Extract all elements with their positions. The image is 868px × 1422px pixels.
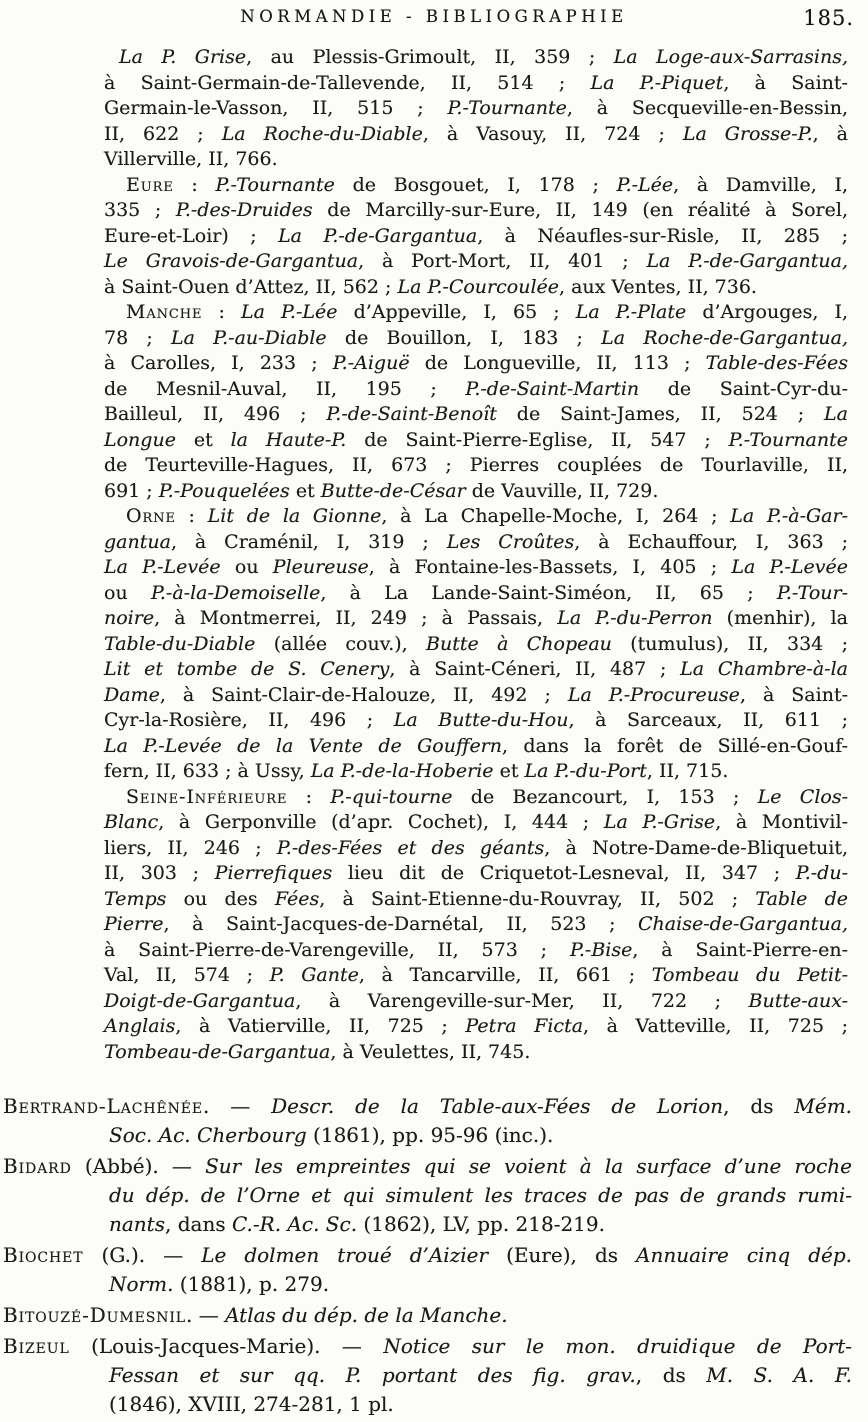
index-line bbox=[104, 1014, 848, 1040]
index-line bbox=[104, 504, 848, 530]
index-line bbox=[104, 759, 848, 785]
bibliography-entry-bidard bbox=[3, 1152, 852, 1239]
body-text: , à Sarceaux, II, 611 ; bbox=[568, 709, 848, 731]
department-paragraph-continuation bbox=[104, 45, 848, 173]
index-line bbox=[104, 326, 848, 352]
monument-title: La P.-du-Port bbox=[524, 760, 647, 782]
body-text: Eure-et-Loir) ; bbox=[104, 224, 279, 247]
body-text: : bbox=[175, 505, 208, 527]
bibliography-line bbox=[3, 1181, 852, 1210]
body-text: , ds bbox=[635, 1363, 707, 1387]
department-paragraph-orne bbox=[104, 504, 848, 785]
monument-title: Chaise-de-Gargantua, bbox=[638, 913, 848, 935]
monument-title: P.-de-Saint-Benoît bbox=[326, 403, 497, 425]
monument-title: P.-Aiguë bbox=[332, 352, 410, 374]
body-text: , à Néaufles-sur-Risle, II, 285 ; bbox=[477, 224, 848, 247]
body-text: , à Echauffour, I, 363 ; bbox=[574, 530, 848, 553]
monument-title: Le dolmen troué d’Aizier bbox=[201, 1243, 489, 1267]
body-text: (1861), pp. 95-96 (inc.). bbox=[306, 1123, 554, 1147]
index-line bbox=[104, 1040, 848, 1066]
monument-title: P. Gante bbox=[269, 964, 359, 986]
monument-title: Doigt-de-Gargantua bbox=[104, 989, 296, 1012]
body-text: (1846), XVIII, 274-281, 1 pl. bbox=[109, 1392, 394, 1416]
small-caps-name: Biochet bbox=[3, 1243, 84, 1267]
body-text: à Carolles, I, 233 ; bbox=[104, 352, 333, 374]
body-text: , à Tancarville, II, 661 ; bbox=[358, 964, 652, 986]
bibliography-line bbox=[3, 1152, 852, 1181]
monument-title: La P.-de-la-Hoberie bbox=[310, 760, 494, 782]
monument-title: Fées bbox=[274, 887, 320, 910]
index-line bbox=[104, 683, 848, 709]
index-line bbox=[104, 198, 848, 224]
index-line bbox=[104, 606, 848, 632]
monument-title: Pleureuse bbox=[272, 556, 369, 578]
monument-title: la Haute-P. bbox=[230, 428, 347, 451]
body-text: Germain-le-Vasson, II, 515 ; bbox=[104, 97, 448, 119]
body-text: II, 303 ; bbox=[104, 862, 215, 884]
monument-title: Mém. bbox=[794, 1094, 853, 1118]
index-line bbox=[104, 836, 848, 862]
monument-title: La P.-Levée bbox=[104, 556, 221, 578]
monument-title: Annuaire cinq dép. bbox=[636, 1243, 853, 1267]
body-text: lieu dit de Criquetot-Lesneval, II, 347 ; bbox=[332, 862, 796, 884]
monument-title: Anglais bbox=[104, 1015, 176, 1037]
index-line bbox=[104, 300, 848, 326]
monument-title: La Loge-aux-Sarrasins, bbox=[613, 46, 848, 68]
index-line bbox=[104, 249, 848, 275]
body-text: (allée couv.), bbox=[255, 632, 427, 655]
index-line bbox=[104, 351, 848, 377]
monument-title: La Chambre-à-la bbox=[680, 658, 849, 680]
body-text: , à Saint-Céneri, II, 487 ; bbox=[389, 658, 681, 680]
body-text: (tumulus), II, 334 ; bbox=[611, 632, 848, 655]
index-line bbox=[104, 479, 848, 505]
page-header bbox=[0, 7, 868, 35]
index-line bbox=[104, 555, 848, 581]
monument-title: Pierre bbox=[104, 913, 164, 935]
body-text: 78 ; bbox=[104, 326, 172, 349]
index-line bbox=[104, 96, 848, 122]
body-text: , à Montmerrei, II, 249 ; à Passais, bbox=[154, 607, 558, 629]
monument-title: Longue bbox=[104, 428, 176, 451]
monument-title: P.-Tournante bbox=[728, 428, 848, 451]
body-text: de Saint-Pierre-Eglise, II, 547 ; bbox=[346, 428, 729, 451]
index-line bbox=[104, 785, 848, 811]
monument-title: La P.-Plate bbox=[575, 301, 687, 323]
index-line bbox=[104, 122, 848, 148]
body-text: , à Varengeville-sur-Mer, II, 722 ; bbox=[295, 989, 749, 1012]
monument-title: Table-des-Fées bbox=[705, 352, 849, 374]
monument-title: P.-à-la-Demoiselle bbox=[150, 581, 321, 604]
monument-title: La P.-à-Gar- bbox=[730, 505, 849, 527]
body-text: , dans la forêt de Sillé-en-Gouf- bbox=[502, 734, 849, 757]
body-text: à Saint-Ouen d’Attez, II, 562 ; bbox=[104, 275, 398, 298]
monument-title: Pierrefiques bbox=[214, 862, 333, 884]
monument-title: Butte-aux- bbox=[748, 989, 848, 1012]
body-text: , à bbox=[812, 122, 848, 145]
body-text: (Eure), ds bbox=[488, 1243, 637, 1267]
body-text: et bbox=[493, 760, 525, 782]
monument-title: Tombeau du Petit- bbox=[651, 964, 849, 986]
bibliography-line bbox=[3, 1241, 852, 1270]
monument-title: P.-du- bbox=[795, 862, 848, 884]
monument-title: P.-qui-tourne bbox=[330, 785, 453, 808]
monument-title: La P.-Lée bbox=[240, 301, 338, 323]
index-line bbox=[104, 632, 848, 658]
body-text: de Bouillon, I, 183 ; bbox=[326, 326, 602, 349]
monument-title: Dame bbox=[104, 683, 160, 706]
body-text: , à Saint- bbox=[739, 683, 848, 706]
body-text: , à Notre-Dame-de-Bliquetuit, bbox=[544, 836, 849, 859]
monument-title: La P.-Levée de la Vente de Gouffern bbox=[104, 734, 503, 757]
monument-title: P.-de-Saint-Martin bbox=[465, 377, 640, 400]
monument-title: P.-Tournante bbox=[215, 173, 335, 196]
body-text: : bbox=[287, 785, 331, 808]
monument-title: Norm. bbox=[109, 1272, 174, 1296]
monument-title: P.-Pouquelées bbox=[158, 479, 290, 502]
index-line bbox=[104, 963, 848, 989]
body-text: , à Veulettes, II, 745. bbox=[330, 1040, 531, 1063]
monument-title: La Grosse-P. bbox=[682, 122, 813, 145]
monument-title: La P.-au-Diable bbox=[171, 326, 327, 349]
body-text: 691 ; bbox=[104, 479, 159, 502]
body-text: de Saint-James, II, 524 ; bbox=[496, 403, 825, 425]
body-text: , dans bbox=[165, 1212, 232, 1236]
index-line bbox=[104, 428, 848, 454]
index-line bbox=[104, 45, 848, 71]
bibliography-entry-bizeul bbox=[3, 1332, 852, 1419]
body-text: , ds bbox=[723, 1094, 795, 1118]
bibliography-section bbox=[3, 1092, 852, 1421]
body-text: (1862), LV, pp. 218-219. bbox=[357, 1212, 605, 1236]
department-index-section bbox=[104, 45, 848, 1065]
body-text: , à Saint-Etienne-du-Rouvray, II, 502 ; bbox=[319, 887, 756, 910]
monument-title: Temps bbox=[104, 887, 167, 910]
monument-title: gantua bbox=[104, 530, 171, 553]
small-caps-name: Eure bbox=[126, 173, 174, 196]
body-text: de Longueville, II, 113 ; bbox=[409, 352, 706, 374]
monument-title: Le Gravois-de-Gargantua bbox=[104, 250, 359, 272]
monument-title: La P.-de-Gargantua bbox=[278, 224, 478, 247]
body-text: , à Saint-Jacques-de-Darnétal, II, 523 ; bbox=[163, 913, 639, 935]
body-text: , à La Chapelle-Moche, I, 264 ; bbox=[381, 505, 731, 527]
monument-title: P.-Tour- bbox=[776, 581, 849, 604]
monument-title: Butte à Chopeau bbox=[426, 632, 612, 655]
monument-title: C.-R. Ac. Sc. bbox=[231, 1212, 358, 1236]
monument-title: P.-des-Fées et des géants bbox=[276, 836, 545, 859]
body-text: et bbox=[175, 428, 231, 451]
body-text: Cyr-la-Rosière, II, 496 ; bbox=[104, 709, 394, 731]
index-line bbox=[104, 657, 848, 683]
monument-title: La Butte-du-Hou bbox=[393, 709, 569, 731]
body-text: de Vauville, II, 729. bbox=[465, 479, 659, 502]
bibliography-entry-biochet bbox=[3, 1241, 852, 1299]
body-text: : bbox=[202, 301, 241, 323]
body-text: , à Saint-Pierre-en- bbox=[632, 938, 848, 961]
body-text: d’Argouges, I, bbox=[686, 301, 849, 323]
body-text: , à Port-Mort, II, 401 ; bbox=[358, 250, 647, 272]
monument-title: La bbox=[824, 403, 848, 425]
monument-title: Sur les empreintes qui se voient à la surface d’une roche bbox=[205, 1154, 853, 1178]
bibliography-line bbox=[3, 1121, 852, 1150]
body-text: (G.). — bbox=[83, 1243, 202, 1267]
body-text: fern, II, 633 ; à Ussy, bbox=[104, 760, 311, 782]
monument-title: M. S. A. F. bbox=[706, 1363, 853, 1387]
monument-title: La P.-du-Perron bbox=[557, 607, 713, 629]
body-text: à Saint-Pierre-de-Varengeville, II, 573 ; bbox=[104, 938, 570, 961]
monument-title: Soc. Ac. Cherbourg bbox=[109, 1123, 307, 1147]
body-text: de Marcilly-sur-Eure, II, 149 (en réalité à Sorel, bbox=[312, 199, 848, 221]
bibliography-line bbox=[3, 1332, 852, 1361]
monument-title: Blanc bbox=[104, 811, 159, 833]
body-text: , à Craménil, I, 319 ; bbox=[170, 530, 447, 553]
body-text: , à Vatierville, II, 725 ; bbox=[175, 1015, 466, 1037]
body-text: , à Secqueville-en-Bessin, bbox=[566, 97, 848, 119]
monument-title: P.-des-Druides bbox=[175, 199, 313, 221]
index-line bbox=[104, 402, 848, 428]
body-text: , à Saint-Clair-de-Halouze, II, 492 ; bbox=[159, 683, 568, 706]
monument-title: La Roche-de-Gargantua, bbox=[601, 326, 848, 349]
body-text: . — bbox=[186, 1303, 226, 1327]
body-text: , au Plessis-Grimoult, II, 359 ; bbox=[246, 46, 614, 68]
body-text: (Louis-Jacques-Marie). — bbox=[69, 1334, 384, 1358]
bibliography-entry-bertrand-lachenee bbox=[3, 1092, 852, 1150]
small-caps-name: Bitouzé-Dumesnil bbox=[3, 1303, 187, 1327]
monument-title: Petra Ficta bbox=[465, 1015, 584, 1037]
department-paragraph-manche bbox=[104, 300, 848, 504]
page-number: 185. bbox=[803, 6, 854, 30]
body-text: Bailleul, II, 496 ; bbox=[104, 403, 327, 425]
index-line bbox=[104, 224, 848, 250]
index-line bbox=[104, 912, 848, 938]
running-title: NORMANDIE - BIBLIOGRAPHIE bbox=[240, 7, 628, 26]
department-paragraph-eure bbox=[104, 173, 848, 301]
monument-title: P.-Bise bbox=[569, 938, 633, 961]
body-text: , II, 715. bbox=[646, 760, 729, 782]
index-line bbox=[104, 861, 848, 887]
department-paragraph-seine-inferieure bbox=[104, 785, 848, 1066]
monument-title: La P.-Courcoulée bbox=[397, 275, 560, 298]
body-text: , à Vatteville, II, 725 ; bbox=[583, 1015, 848, 1037]
body-text: II, 622 ; bbox=[104, 122, 222, 145]
body-text: , à Fontaine-les-Bassets, I, 405 ; bbox=[368, 556, 732, 578]
bibliography-line bbox=[3, 1361, 852, 1390]
body-text: Villerville, II, 766. bbox=[104, 148, 278, 170]
monument-title: La P. Grise bbox=[119, 46, 247, 68]
monument-title: du dép. de l’Orne et qui simulent les traces de pas de grands rumi- bbox=[109, 1183, 852, 1207]
monument-title: Descr. de la Table-aux-Fées de Lorion bbox=[271, 1094, 724, 1118]
body-text: (1881), p. 279. bbox=[173, 1272, 330, 1296]
monument-title: noire bbox=[104, 607, 155, 629]
body-text: (menhir), la bbox=[712, 607, 848, 629]
monument-title: Butte-de-César bbox=[320, 479, 466, 502]
body-text: ou bbox=[104, 581, 151, 604]
monument-title: Lit de la Gionne bbox=[207, 505, 382, 527]
body-text: : bbox=[173, 173, 216, 196]
index-line bbox=[104, 581, 848, 607]
body-text: de Bosgouet, I, 178 ; bbox=[334, 173, 617, 196]
index-line bbox=[104, 71, 848, 97]
body-text: , à Damville, I, bbox=[673, 173, 849, 196]
bibliography-entry-bitouze-dumesnil bbox=[3, 1301, 852, 1330]
index-line bbox=[104, 453, 848, 479]
small-caps-name: Bidard bbox=[3, 1154, 72, 1178]
bibliography-line bbox=[3, 1092, 852, 1121]
monument-title: La P.-Piquet bbox=[590, 71, 724, 94]
bibliography-line bbox=[3, 1210, 852, 1239]
index-line bbox=[104, 173, 848, 199]
monument-title: La P.-Levée bbox=[731, 556, 849, 578]
body-text: liers, II, 246 ; bbox=[104, 836, 277, 859]
index-line bbox=[104, 708, 848, 734]
monument-title: Lit et tombe de S. Cenery bbox=[104, 658, 390, 680]
body-text: 335 ; bbox=[104, 199, 176, 221]
body-text: , à Saint- bbox=[723, 71, 848, 94]
index-line bbox=[104, 887, 848, 913]
body-text: d’Appeville, I, 65 ; bbox=[337, 301, 576, 323]
body-text: de Teurteville-Hagues, II, 673 ; Pierres couplées de Tourlaville, II, bbox=[104, 454, 848, 476]
monument-title: nants bbox=[109, 1212, 165, 1236]
body-text: de Mesnil-Auval, II, 195 ; bbox=[104, 377, 466, 400]
body-text: à Saint-Germain-de-Tallevende, II, 514 ; bbox=[104, 71, 591, 94]
index-line bbox=[104, 938, 848, 964]
small-caps-name: Orne bbox=[126, 505, 176, 527]
body-text: . — bbox=[202, 1094, 272, 1118]
bibliography-line bbox=[3, 1270, 852, 1299]
index-line bbox=[104, 810, 848, 836]
body-text: , à La Lande-Saint-Siméon, II, 65 ; bbox=[320, 581, 777, 604]
monument-title: Notice sur le mon. druidique de Port- bbox=[383, 1334, 852, 1358]
body-text: Val, II, 574 ; bbox=[104, 964, 270, 986]
bibliography-line bbox=[3, 1301, 852, 1330]
small-caps-name: Bertrand-Lachênée bbox=[3, 1094, 203, 1118]
small-caps-name: Bizeul bbox=[3, 1334, 70, 1358]
body-text: , à Vasouy, II, 724 ; bbox=[422, 122, 683, 145]
body-text: , à Montivil- bbox=[715, 811, 848, 833]
monument-title: Fessan et sur qq. P. portant des fig. grav. bbox=[109, 1363, 636, 1387]
body-text: de Saint-Cyr-du- bbox=[639, 377, 848, 400]
index-line bbox=[104, 147, 848, 173]
body-text: , à Gerponville (d’apr. Cochet), I, 444 ; bbox=[158, 811, 604, 833]
body-text: ou des bbox=[166, 887, 275, 910]
body-text: et bbox=[289, 479, 321, 502]
small-caps-name: Seine-Inférieure bbox=[126, 785, 288, 808]
small-caps-name: Manche bbox=[126, 301, 203, 323]
monument-title: Le Clos- bbox=[757, 785, 849, 808]
bibliography-line bbox=[3, 1390, 852, 1419]
body-text: , aux Ventes, II, 736. bbox=[559, 275, 757, 298]
index-line bbox=[104, 530, 848, 556]
body-text: de Bezancourt, I, 153 ; bbox=[452, 785, 758, 808]
monument-title: P.-Tournante bbox=[447, 97, 567, 119]
index-line bbox=[104, 989, 848, 1015]
monument-title: Table-du-Diable bbox=[104, 632, 256, 655]
index-line bbox=[104, 734, 848, 760]
monument-title: Tombeau-de-Gargantua bbox=[104, 1040, 331, 1063]
monument-title: La P.-de-Gargantua, bbox=[646, 250, 848, 272]
body-text: ou bbox=[220, 556, 273, 578]
index-line bbox=[104, 275, 848, 301]
monument-title: La P.-Procureuse bbox=[567, 683, 740, 706]
index-line bbox=[104, 377, 848, 403]
monument-title: P.-Lée bbox=[616, 173, 674, 196]
monument-title: Table de bbox=[755, 887, 848, 910]
monument-title: La Roche-du-Diable bbox=[221, 122, 423, 145]
monument-title: Les Croûtes bbox=[446, 530, 575, 553]
monument-title: Atlas du dép. de la Manche. bbox=[225, 1303, 508, 1327]
body-text: (Abbé). — bbox=[71, 1154, 206, 1178]
monument-title: La P.-Grise bbox=[603, 811, 716, 833]
